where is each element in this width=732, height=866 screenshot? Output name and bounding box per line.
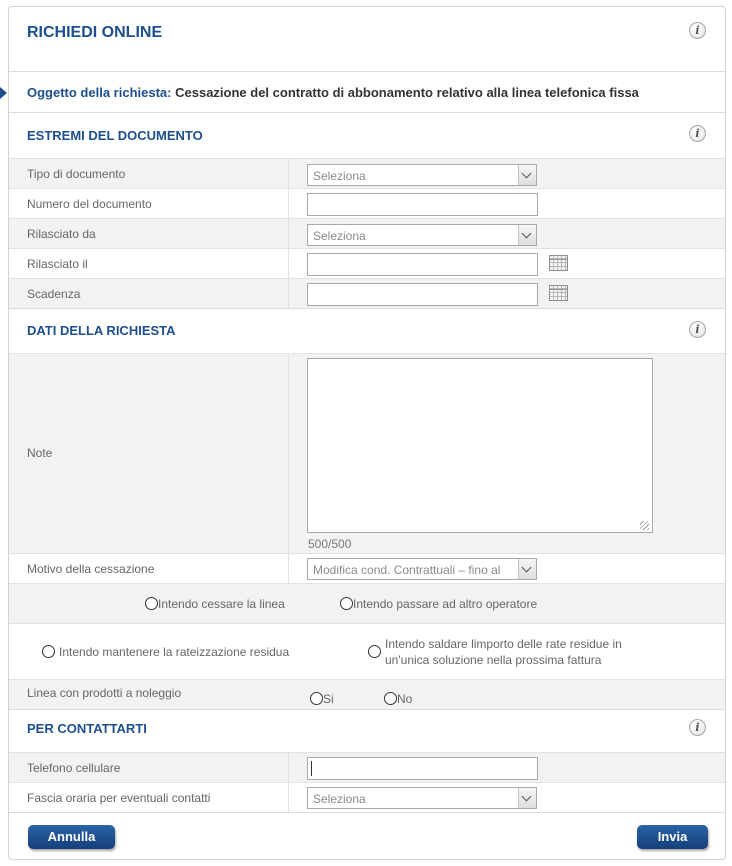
divider (9, 112, 725, 113)
section-title-request: DATI DELLA RICHIESTA (27, 323, 176, 338)
row-installments (9, 623, 725, 679)
radio-mantenere[interactable] (42, 645, 55, 658)
section-title-document: ESTREMI DEL DOCUMENTO (27, 128, 203, 143)
chevron-down-icon[interactable] (518, 559, 536, 579)
radio-saldare-label[interactable] (385, 636, 622, 668)
row-document-number (9, 188, 725, 218)
request-subject-label: Oggetto della richiesta: (27, 85, 172, 100)
row-document-type (9, 158, 725, 188)
radio-si[interactable] (310, 692, 323, 705)
contact-time-label: Fascia oraria per eventuali contatti (27, 791, 211, 805)
calendar-icon[interactable] (549, 255, 568, 271)
chevron-down-icon[interactable] (518, 788, 536, 808)
notes-char-counter: 500/500 (308, 537, 352, 551)
document-number-label: Numero del documento (27, 197, 152, 211)
contact-time-select[interactable] (307, 787, 537, 809)
row-line-intent (9, 583, 725, 623)
radio-no-label[interactable]: No (397, 692, 413, 706)
cessation-reason-value: Modifica cond. Contrattuali – fino al (313, 563, 501, 577)
row-issued-by (9, 218, 725, 248)
radio-passare[interactable] (340, 597, 353, 610)
issued-on-label: Rilasciato il (27, 257, 88, 271)
row-contact-time (9, 782, 725, 812)
submit-button[interactable]: Invia (637, 825, 708, 849)
mobile-phone-field[interactable] (307, 757, 538, 780)
divider (9, 308, 725, 309)
expiry-field[interactable] (307, 283, 538, 306)
chevron-down-icon[interactable] (518, 225, 536, 245)
radio-si-label[interactable]: Si (323, 692, 334, 706)
document-type-value: Seleziona (313, 169, 366, 183)
row-cessation-reason (9, 553, 725, 583)
document-type-label: Tipo di documento (27, 167, 126, 181)
radio-cessare[interactable] (145, 597, 158, 610)
radio-saldare-label-line1: Intendo saldare limporto delle rate residue in (385, 637, 622, 651)
row-mobile-phone (9, 752, 725, 782)
text-cursor (311, 761, 312, 776)
contact-time-value: Seleziona (313, 792, 366, 806)
radio-saldare[interactable] (368, 645, 381, 658)
calendar-icon[interactable] (549, 285, 568, 301)
issued-by-select[interactable] (307, 224, 537, 246)
divider (9, 812, 725, 813)
radio-mantenere-label[interactable]: Intendo mantenere la rateizzazione residua (59, 645, 290, 659)
issued-by-label: Rilasciato da (27, 227, 96, 241)
notes-textarea[interactable] (307, 358, 653, 533)
divider (9, 71, 725, 72)
request-subject (27, 85, 639, 100)
radio-cessare-label[interactable]: Intendo cessare la linea (158, 597, 285, 611)
resize-handle[interactable] (640, 521, 649, 530)
issued-by-value: Seleziona (313, 229, 366, 243)
radio-passare-label[interactable]: Intendo passare ad altro operatore (353, 597, 538, 611)
info-icon[interactable]: i (689, 719, 706, 736)
info-icon[interactable]: i (689, 125, 706, 142)
divider (9, 709, 725, 710)
triangle-right-icon (0, 87, 7, 99)
row-notes (9, 353, 725, 553)
info-icon[interactable]: i (689, 22, 706, 39)
cessation-reason-label: Motivo della cessazione (27, 562, 155, 576)
row-expiry (9, 278, 725, 308)
request-subject-value: Cessazione del contratto di abbonamento relativo alla linea telefonica fissa (175, 85, 639, 100)
chevron-down-icon[interactable] (518, 165, 536, 185)
expiry-label: Scadenza (27, 287, 81, 301)
section-title-contacts: PER CONTATTARTI (27, 721, 147, 736)
row-issued-on (9, 248, 725, 278)
document-number-field[interactable] (307, 193, 538, 216)
cessation-reason-select[interactable] (307, 558, 537, 580)
document-type-select[interactable] (307, 164, 537, 186)
page-title: RICHIEDI ONLINE (27, 24, 163, 41)
info-icon[interactable]: i (689, 321, 706, 338)
notes-label: Note (27, 446, 53, 460)
mobile-phone-label: Telefono cellulare (27, 761, 121, 775)
rental-products-label: Linea con prodotti a noleggio (27, 686, 182, 700)
row-rental-products (9, 679, 725, 709)
cancel-button[interactable]: Annulla (28, 825, 115, 849)
request-form-panel (8, 6, 726, 860)
radio-saldare-label-line2: un'unica soluzione nella prossima fattura (385, 653, 602, 667)
issued-on-field[interactable] (307, 253, 538, 276)
radio-no[interactable] (384, 692, 397, 705)
